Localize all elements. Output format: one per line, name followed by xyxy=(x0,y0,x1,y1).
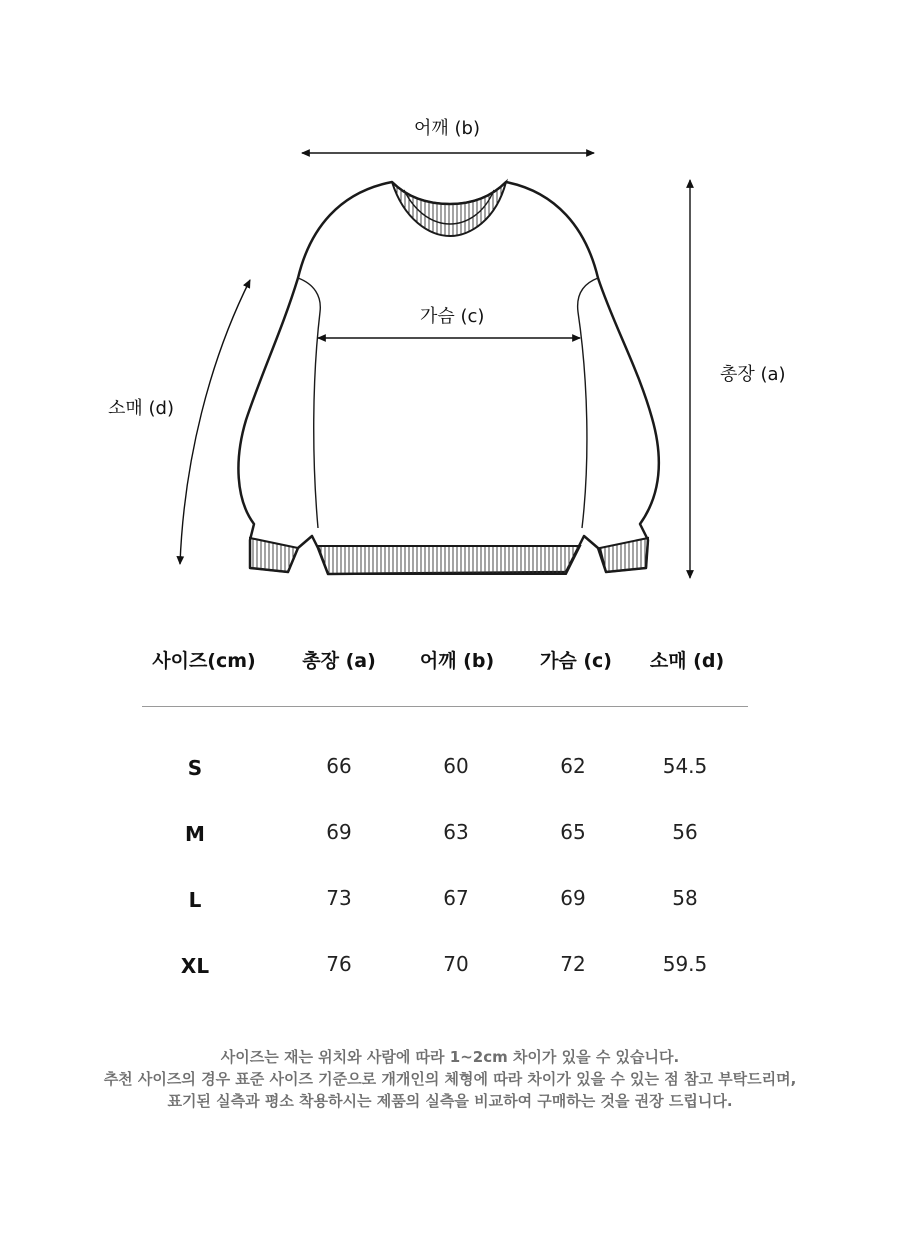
header-size: 사이즈(cm) xyxy=(152,650,256,672)
chest-cell: 69 xyxy=(560,886,586,910)
shoulder-cell: 70 xyxy=(443,952,469,976)
table-row xyxy=(142,754,748,794)
shoulder-cell: 67 xyxy=(443,886,469,910)
chest-label: 가슴 (c) xyxy=(420,306,485,327)
table-row xyxy=(142,820,748,860)
chest-cell: 72 xyxy=(560,952,586,976)
sleeve-cell: 56 xyxy=(672,820,698,844)
chest-cell: 65 xyxy=(560,820,586,844)
garment-outline xyxy=(238,182,658,574)
sleeve-arrow xyxy=(180,280,250,564)
shoulder-cell: 60 xyxy=(443,754,469,778)
table-row xyxy=(142,952,748,992)
hem-rib xyxy=(318,546,580,574)
size-table xyxy=(142,630,748,978)
size-cell: S xyxy=(187,756,203,780)
table-header xyxy=(142,630,748,707)
sleeve-label: 소매 (d) xyxy=(108,398,174,419)
length-cell: 76 xyxy=(326,952,352,976)
length-label: 총장 (a) xyxy=(720,364,786,385)
length-cell: 69 xyxy=(326,820,352,844)
sleeve-cell: 58 xyxy=(672,886,698,910)
sleeve-cell: 54.5 xyxy=(662,754,708,778)
length-cell: 73 xyxy=(326,886,352,910)
shoulder-label: 어깨 (b) xyxy=(414,118,480,139)
size-notes xyxy=(0,1046,900,1112)
header-length: 총장 (a) xyxy=(302,650,376,672)
size-cell: XL xyxy=(180,954,210,978)
header-shoulder: 어깨 (b) xyxy=(419,650,495,672)
header-chest: 가슴 (c) xyxy=(540,650,612,672)
table-row xyxy=(142,886,748,926)
chest-cell: 62 xyxy=(560,754,586,778)
shoulder-cell: 63 xyxy=(443,820,469,844)
sleeve-cell: 59.5 xyxy=(662,952,708,976)
note-line: 추천 사이즈의 경우 표준 사이즈 기준으로 개개인의 체형에 따라 차이가 있을 수 있는 점 참고 부탁드리며, xyxy=(103,1070,797,1088)
size-cell: M xyxy=(185,822,205,846)
note-line: 표기된 실측과 평소 착용하시는 제품의 실측을 비교하여 구매하는 것을 권장 드립니다. xyxy=(167,1092,733,1110)
header-sleeve: 소매 (d) xyxy=(649,650,725,672)
size-cell: L xyxy=(188,888,202,912)
note-line: 사이즈는 재는 위치와 사람에 따라 1~2cm 차이가 있을 수 있습니다. xyxy=(220,1048,680,1066)
length-cell: 66 xyxy=(326,754,352,778)
